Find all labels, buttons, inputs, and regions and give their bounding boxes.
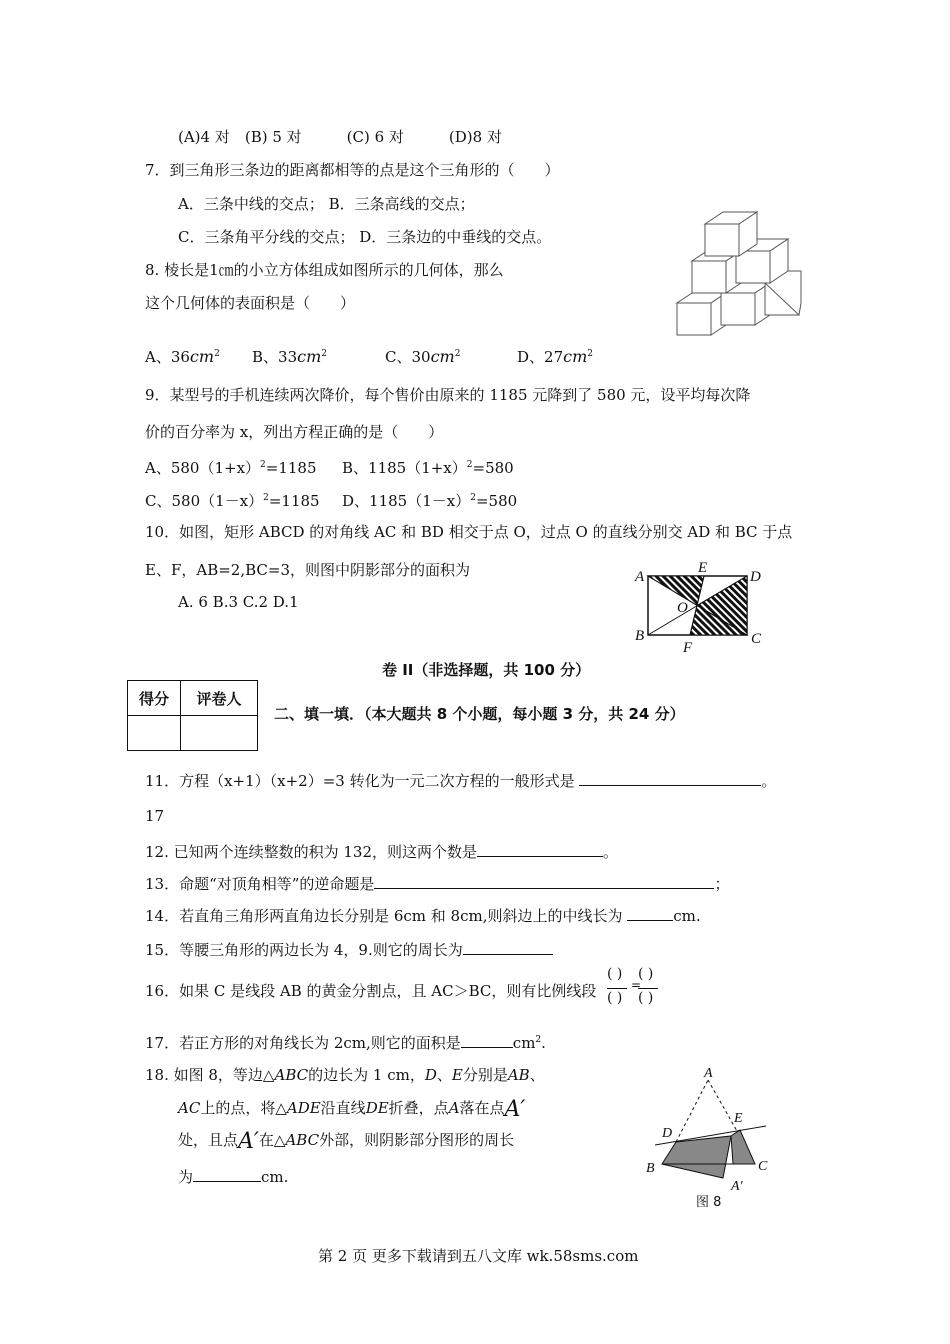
q16-denominator-left: ( ) [607,990,623,1006]
q12: 12. 已知两个连续整数的积为 132，则这两个数是 。 [145,843,619,861]
q8-option-b: B、$33cm^2$ [252,347,327,366]
q9-stem-line2: 价的百分率为 x，列出方程正确的是（ ） [145,423,444,441]
q16-numerator-right: ( ) [638,966,654,982]
figure-caption: 图 8 [696,1195,722,1210]
q16-denominator-right: ( ) [638,990,654,1006]
q16: 16．如果 C 是线段 AB 的黄金分割点，且 AC＞BC，则有比例线段 [145,982,597,1000]
q7-options-ab: A．三条中线的交点； B．三条高线的交点； [178,195,475,213]
q11: 11．方程（x+1）（x+2）=3 转化为一元二次方程的一般形式是 。 [145,772,777,790]
q9-option-d: D、$1185(1-x)^2=580$ [342,492,518,510]
triangle-figure [640,1060,780,1210]
q9-option-b: B、$1185(1+x)^2=580$ [342,459,514,477]
q9-stem-line1: 9．某型号的手机连续两次降价，每个售价由原来的 1185 元降到了 580 元，设平均每次降 [145,386,751,404]
score-header: 得分 [128,681,181,716]
page-footer: 第 2 页 更多下载请到五八文库 wk.58sms.com [318,1247,639,1265]
q8-stem-line1: 8. 棱长是1㎝的小立方体组成如图所示的几何体，那么 [145,261,504,279]
label-f: F [683,640,693,656]
label-a: A [635,569,645,585]
part2-title: 卷 II（非选择题，共 100 分） [382,661,591,679]
label-o: O [677,600,688,616]
label-a-prime: A′ [731,1179,743,1194]
q18-line4: 为 cm. [178,1168,289,1186]
label-b: B [635,628,645,644]
q18-line1: 18. 如图 8，等边△ABC的边长为 1 cm，D、E分别是AB、 [145,1066,545,1084]
q18-line2: AC上的点，将△ADE沿直线DE折叠，点A落在点A′ [178,1097,526,1122]
q8-option-a: A、$36cm^2$ [145,347,220,366]
q18-line3: 处，且点A′在△ABC外部，则阴影部分图形的周长 [178,1129,515,1154]
label-c: C [751,631,762,647]
section2-title: 二、填一填．（本大题共 8 个小题，每小题 3 分，共 24 分） [274,705,685,723]
cube-figure [672,208,812,340]
q13-answer-blank[interactable] [374,873,714,889]
q18-answer-blank[interactable] [193,1166,261,1182]
label-e: E [698,560,708,576]
cube-top [705,212,757,256]
q9-option-c: C、$580(1-x)^2=1185$ [145,492,320,510]
q10-stem-line2: E、F，AB=2,BC=3，则图中阴影部分的面积为 [145,561,470,579]
grader-cell[interactable] [181,716,258,751]
q12-answer-blank[interactable] [477,841,603,857]
q15-answer-blank[interactable] [463,939,553,955]
q16-proportion[interactable] [607,966,659,1010]
q11-answer-blank[interactable] [579,770,761,786]
q16-numerator-left: ( ) [607,966,623,982]
q6-options: (A)4 对 (B) 5 对 (C) 6 对 (D)8 对 [178,128,502,146]
q8-stem-line2: 这个几何体的表面积是（ ） [145,294,356,312]
q14: 14．若直角三角形两直角边长分别是 6cm 和 8cm,则斜边上的中线长为 cm. [145,907,701,925]
rectangle-figure [630,556,770,656]
q14-answer-blank[interactable] [627,905,673,921]
stray-number: 17 [145,807,165,825]
score-table [127,680,258,751]
label-c: C [758,1159,768,1174]
label-a: A [704,1066,713,1081]
grader-header: 评卷人 [181,681,258,716]
q17-answer-blank[interactable] [461,1032,513,1048]
q7-options-cd: C．三条角平分线的交点； D．三条边的中垂线的交点。 [178,228,552,246]
q16-equals: = [631,978,642,992]
q8-option-d: D、$27cm^2$ [517,347,593,366]
q13: 13．命题“对顶角相等”的逆命题是 ； [145,875,730,893]
q7-stem: 7．到三角形三条边的距离都相等的点是这个三角形的（ ） [145,161,560,179]
q17: 17．若正方形的对角线长为 2cm,则它的面积是 $cm^2$. [145,1034,546,1052]
score-cell[interactable] [128,716,181,751]
q8-option-c: C、$30cm^2$ [385,347,461,366]
q15: 15．等腰三角形的两边长为 4，9.则它的周长为 [145,939,553,960]
label-e: E [734,1111,743,1126]
q10-stem-line1: 10．如图，矩形 ABCD 的对角线 AC 和 BD 相交于点 O，过点 O 的直线分别交 AD 和 BC 于点 [145,523,793,541]
q10-options: A. 6 B.3 C.2 D.1 [178,593,299,611]
label-d: D [662,1126,673,1141]
label-d: D [750,569,761,585]
q9-option-a: A、$580(1+x)^2=1185$ [145,459,317,477]
label-b: B [646,1161,655,1176]
